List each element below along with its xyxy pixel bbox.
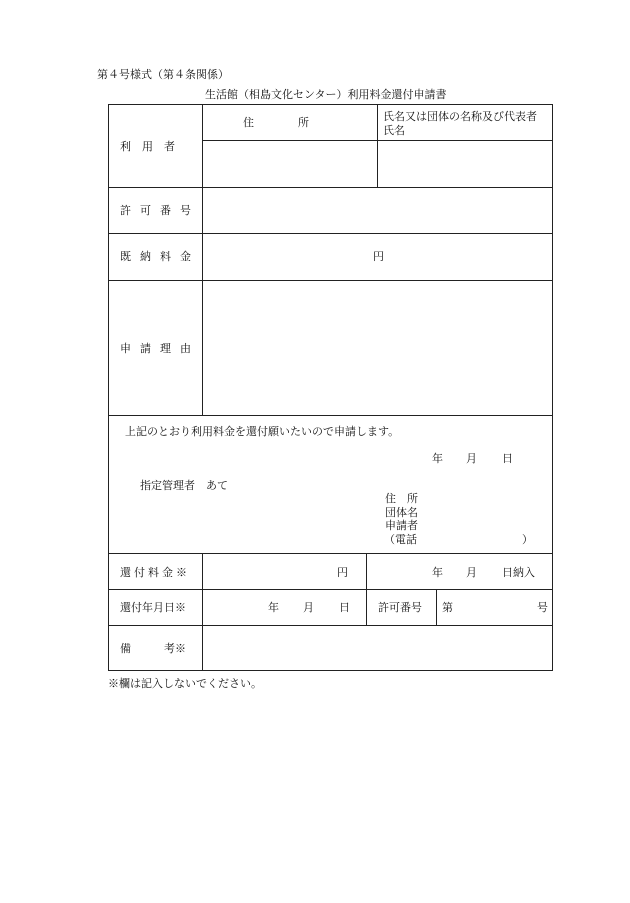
refund-amount-unit: 円 <box>337 566 348 579</box>
addr-label: 住 所 <box>385 492 418 505</box>
form-number: 第４号様式（第４条関係） <box>97 68 229 81</box>
applicant-label: 申請者 <box>385 519 418 532</box>
label-refund-amount: 還付料金※ <box>120 566 190 579</box>
permit-no-suffix: 号 <box>537 601 548 614</box>
refund-paid-month: 月 <box>466 566 477 579</box>
label-reason: 申請理由 <box>120 342 200 355</box>
refund-date-month: 月 <box>303 601 314 614</box>
addressee: 指定管理者 あて <box>140 479 228 492</box>
refund-date-day: 日 <box>339 601 350 614</box>
remarks-field[interactable] <box>203 626 552 670</box>
name-field[interactable] <box>378 141 552 186</box>
date-day: 日 <box>502 452 513 465</box>
label-paid-fee: 既納料金 <box>120 250 200 263</box>
refund-date-year: 年 <box>268 601 279 614</box>
address-field[interactable] <box>203 141 376 186</box>
phone-open: （電話 <box>384 533 417 546</box>
permit-no-prefix: 第 <box>442 601 453 614</box>
reason-field[interactable] <box>203 281 552 414</box>
date-year: 年 <box>432 452 443 465</box>
refund-paid-day: 日納入 <box>502 566 535 579</box>
divider <box>108 415 553 416</box>
divider <box>436 589 437 625</box>
label-user: 利 用 者 <box>120 140 175 153</box>
col-name-line1: 氏名又は団体の名称及び代表者 <box>383 110 537 123</box>
label-permit-number: 許可番号 <box>120 204 200 217</box>
permit-number-field[interactable] <box>203 188 552 232</box>
org-label: 団体名 <box>385 506 418 519</box>
paid-fee-unit: 円 <box>373 250 384 263</box>
refund-paid-year: 年 <box>432 566 443 579</box>
col-name-line2: 氏名 <box>383 124 405 137</box>
divider <box>108 553 553 554</box>
divider <box>366 553 367 625</box>
divider <box>108 233 553 234</box>
footnote: ※欄は記入しないでください。 <box>108 677 262 690</box>
label-permit-no-small: 許可番号 <box>378 601 422 614</box>
col-address: 住 所 <box>243 116 309 129</box>
label-remarks: 備 考※ <box>120 642 186 655</box>
divider <box>108 589 553 590</box>
phone-close: ） <box>522 533 533 546</box>
form-title: 生活館（相島文化センター）利用料金還付申請書 <box>205 88 447 101</box>
label-refund-date: 還付年月日※ <box>120 601 186 614</box>
declaration-statement: 上記のとおり利用料金を還付願いたいので申請します。 <box>125 425 400 438</box>
date-month: 月 <box>466 452 477 465</box>
